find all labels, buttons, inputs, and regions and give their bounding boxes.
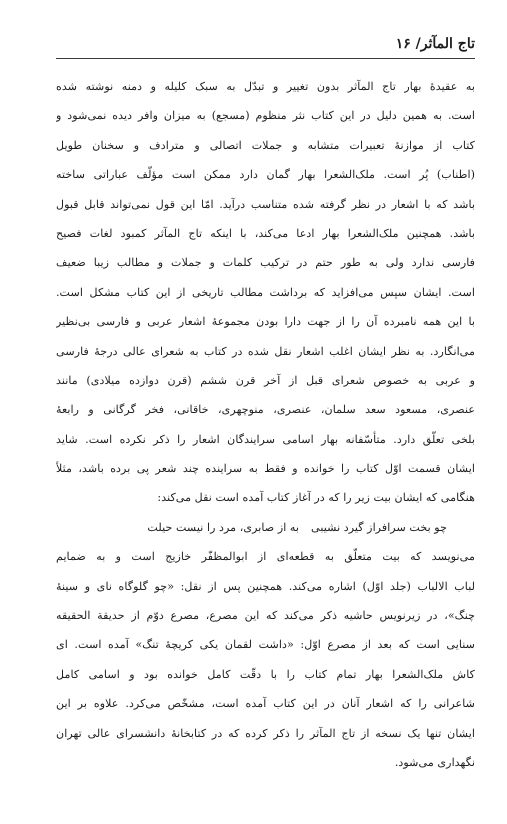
text-line: کتاب از موازنهٔ تعبیرات متشابه و جملات اتصالی و مترادف و سخنان طویل <box>56 138 475 152</box>
text-line: ایشان تنها یک نسخه از تاج المآثر را ذکر کرده که در کتابخانهٔ دانشسرای عالی تهران <box>56 726 475 740</box>
text-line: (اطناب) پُر است. ملک‌الشعرا بهار گمان دارد ممکن است مؤلّف عباراتی ساخته <box>56 168 475 182</box>
text-line: می‌نویسد که بیت متعلّق به قطعه‌ای از ابوالمظفّر خازیج است و به ضمایم <box>56 550 475 564</box>
text-line: به عقیدهٔ بهار تاج المآثر بدون تغییر و تبدّل به سبک کلیله و دمنه نوشته شده <box>56 80 475 93</box>
text-line: فارسی ندارد ولی به طور حتم در ترکیب کلمات و جملات و مطالب زیبا ضعیف <box>56 256 475 270</box>
text-line: شاعرانی را که اشعار آنان در این کتاب آمده است، مشخّص می‌کرد. علاوه بر این <box>56 697 475 711</box>
text-line: ایشان قسمت اوّل کتاب را خوانده و فقط به سراینده چند شعر پی برده باشد، مثلاً <box>56 462 475 476</box>
text-line: کاش ملک‌الشعرا بهار تمام کتاب را با دقّت کامل خوانده بود و اسامی کامل <box>56 667 475 681</box>
body-text <box>56 72 475 777</box>
poem-verse <box>56 513 475 542</box>
text-line: سنایی است که بعد از مصرع اوّل: «داشت لقمان یکی کریچهٔ تنگ» آمده است. ای <box>56 638 475 652</box>
text-line: است. به همین دلیل در این کتاب نثر منظوم (مسجع) به میزان وافر دیده نمی‌شود و <box>56 109 475 123</box>
text-line: با این همه نامبرده آن را از جهت دارا بودن مجموعهٔ اشعار عربی و فارسی بی‌نظیر <box>56 315 475 329</box>
paragraph-1 <box>56 72 475 513</box>
text-line: باشد. همچنین ملک‌الشعرا بهار ادعا می‌کند، با اینکه تاج المآثر کمبود لغات فصیح <box>56 226 475 240</box>
text-line: عنصری، مسعود سعد سلمان، عنصری، منوچهری، خاقانی، فخر گرگانی و رابعهٔ <box>56 403 475 417</box>
text-line: بلخی تعلّق دارد. متأسّفانه بهار اسامی سرایندگان اشعار را ذکر نکرده است. شاید <box>56 432 475 446</box>
text-line: نگهداری می‌شود. <box>394 755 475 769</box>
text-line: است. ایشان سپس می‌افزاید که برداشت مطالب تاریخی از این کتاب مشکل است. <box>56 285 475 299</box>
text-line: می‌انگارد. به نظر ایشان اغلب اشعار نقل شده در کتاب به شعرای عالی درجهٔ فارسی <box>56 344 475 358</box>
text-line: لباب الالباب (جلد اوّل) اشاره می‌کند. همچنین پس از نقل: «چو گلوگاه نای و سینهٔ <box>56 579 475 593</box>
running-header <box>56 30 475 59</box>
text-line: چنگ»، در زیرنویس حاشیه ذکر می‌کند که این مصرع، مصرع دوّم از حدیقة الحقیقه <box>56 609 475 623</box>
text-line: هنگامی که ایشان بیت زیر را که در آغاز کتاب آمده است نقل می‌کند: <box>157 491 475 505</box>
text-line: و عربی به خصوص شعرای قبل از آخر قرن ششم (قرن دوازده میلادی) مانند <box>56 373 475 387</box>
text-line: باشد که با اشعار در نظر گرفته شده متناسب درآید. امّا این قول نمی‌تواند قابل قبول <box>56 197 475 211</box>
verse-first-hemistich: چو بخت سرافراز گیرد نشیبی <box>311 520 447 534</box>
paragraph-2 <box>56 542 475 777</box>
header-title: تاج المآثر/ ۱۶ <box>395 36 475 52</box>
verse-second-hemistich: به از صابری، مرد را نیست حیلت <box>147 520 300 534</box>
